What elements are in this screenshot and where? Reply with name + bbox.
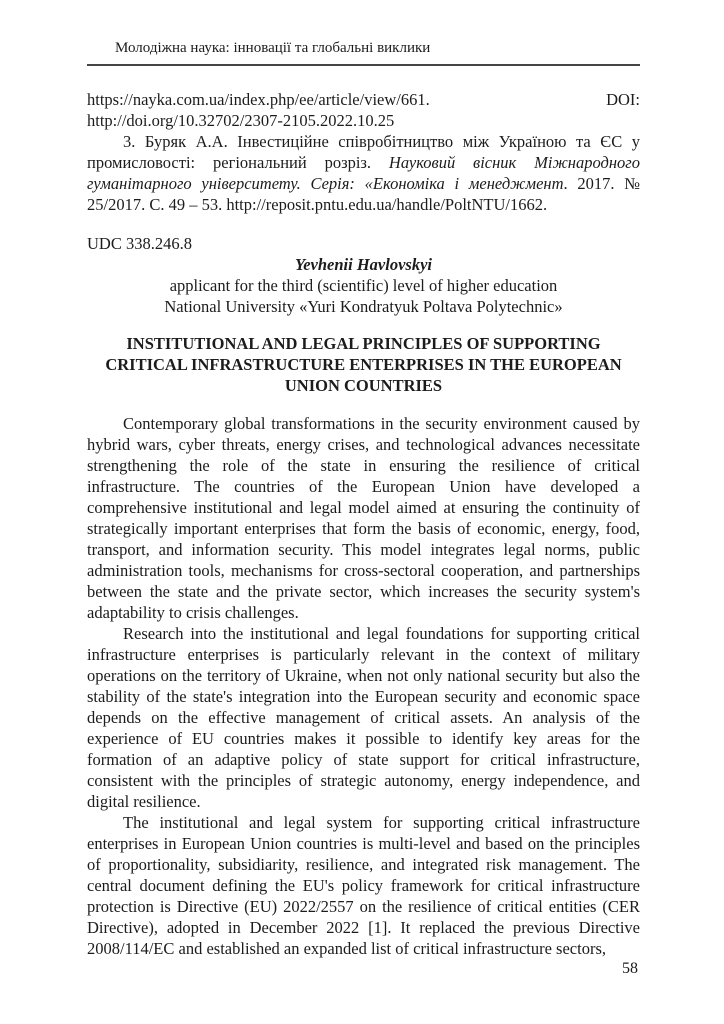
reference-item-3 <box>87 131 640 215</box>
author-block <box>87 254 640 317</box>
article-title: INSTITUTIONAL AND LEGAL PRINCIPLES OF SUPPORTING CRITICAL INFRASTRUCTURE ENTERPRISES IN THE EUROPEAN UNION COUNTRIES <box>105 334 622 395</box>
author-role: applicant for the third (scientific) level of higher education <box>169 276 558 295</box>
reference-3-tail: . 2017. № 25/2017. С. 49 – 53. http://reposit.pntu.edu.ua/handle/PoltNTU/1662. <box>87 174 640 214</box>
running-header: Молодіжна наука: інновації та глобальні виклики <box>87 39 640 66</box>
author-name: Yevhenii Havlovskyi <box>294 255 432 274</box>
reference-doi-url: http://doi.org/10.32702/2307-2105.2022.10.25 <box>87 111 395 130</box>
reference-3-text: 3. Буряк А.А. Інвестиційне співробітництво між Україною та ЄС у промисловості: регіональний розріз. <box>87 132 640 172</box>
body-paragraph: Research into the institutional and legal foundations for supporting critical infrastructure enterprises is particularly relevant in the context of military operations on the territory of Ukraine, when not only national security but also the stability of the state's integration into the European security and economic space depends on the effective management of critical assets. An analysis of the experience of EU countries makes it possible to identify key areas for the formation of an adaptive policy of state support for critical infrastructure, consistent with the principles of strategic autonomy, energy independence, and digital resilience. <box>87 624 640 811</box>
body-paragraph: Contemporary global transformations in the security environment caused by hybrid wars, cyber threats, energy crises, and technological advances necessitate strengthening the role of the state in ensuring the resilience of critical infrastructure. The countries of the European Union have developed a comprehensive institutional and legal model aimed at ensuring the continuity of strategically important enterprises that form the basis of economic, energy, food, transport, and information security. This model integrates legal norms, public administration tools, mechanisms for cross-sectoral cooperation, and partnerships between the state and the private sector, which increases the security system's adaptability to crisis challenges. <box>87 414 640 622</box>
doi-label: DOI: <box>606 90 640 109</box>
page-number: 58 <box>622 960 638 977</box>
reference-block <box>87 89 640 215</box>
author-affiliation: National University «Yuri Kondratyuk Poltava Polytechnic» <box>164 297 563 316</box>
reference-3-journal: Науковий вісник Міжнародного гуманітарного університету. Серія: «Економіка і менеджмент <box>87 153 640 193</box>
udc-code: UDC 338.246.8 <box>87 234 192 253</box>
body-paragraph: The institutional and legal system for supporting critical infrastructure enterprises in European Union countries is multi-level and based on the principles of proportionality, subsidiarity, resilience, and integrated risk management. The central document defining the EU's policy framework for critical infrastructure protection is Directive (EU) 2022/2557 on the resilience of critical entities (CER Directive), adopted in December 2022 [1]. It replaced the previous Directive 2008/114/EC and established an expanded list of critical infrastructure sectors, <box>87 813 640 958</box>
reference-url: https://nayka.com.ua/index.php/ee/article/view/661. <box>87 90 430 109</box>
article-body <box>87 413 640 959</box>
reference-url-doi-line <box>87 89 640 110</box>
